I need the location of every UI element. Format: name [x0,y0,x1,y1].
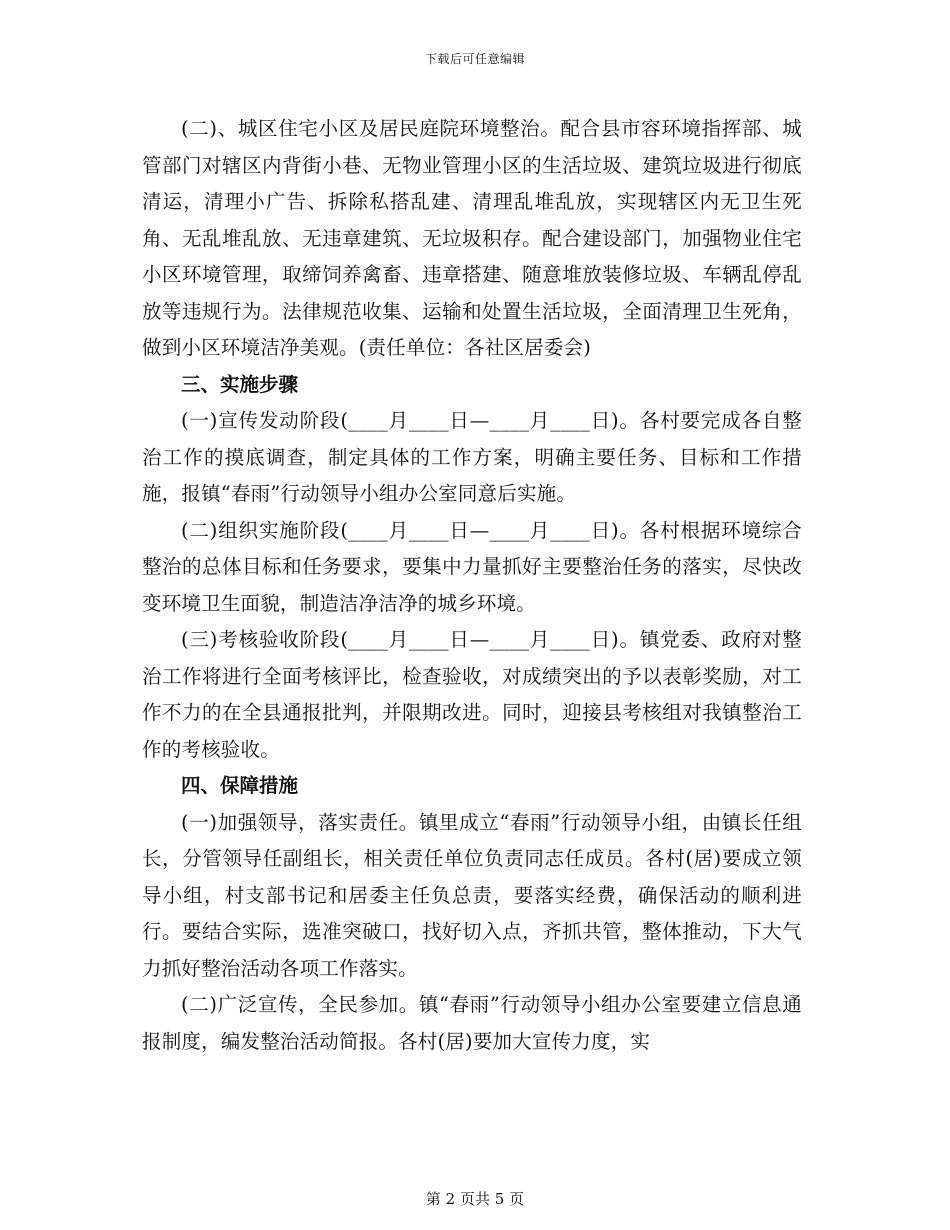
page-header: 下载后可任意编辑 [424,52,525,66]
page-footer: 第 2 页共 5 页 [425,1190,525,1208]
paragraph-stage-implementation: (二)组织实施阶段(____月____日—____月____日)。各村根据环境综合整治的总体目标和任务要求，要集中力量抓好主要整治任务的落实，尽快改变环境卫生面貌，制造洁净洁净的城乡环境。 [142,518,802,615]
paragraph-leadership: (一)加强领导，落实责任。镇里成立“春雨”行动领导小组，由镇长任组长，分管领导任副组长，相关责任单位负责同志任成员。各村(居)要成立领导小组，村支部书记和居委主任负总责，要落实经费，确保活动的顺利进行。要结合实际，选准突破口，找好切入点，齐抓共管，整体推动，下大气力抓好整治活动各项工作落实。 [142,810,802,980]
paragraph-publicity: (二)广泛宣传，全民参加。镇“春雨”行动领导小组办公室要建立信息通报制度，编发整治活动简报。各村(居)要加大宣传力度，实 [142,993,802,1053]
paragraph-stage-assessment: (三)考核验收阶段(____月____日—____月____日)。镇党委、政府对整治工作将进行全面考核评比，检查验收，对成绩突出的予以表彰奖励，对工作不力的在全县通报批判，并限期改进。同时，迎接县考核组对我镇整治工作的考核验收。 [142,628,802,761]
paragraph-residential-renovation: (二)、城区住宅小区及居民庭院环境整治。配合县市容环境指挥部、城管部门对辖区内背街小巷、无物业管理小区的生活垃圾、建筑垃圾进行彻底清运，清理小广告、拆除私搭乱建、清理乱堆乱放，实现辖区内无卫生死角、无乱堆乱放、无违章建筑、无垃圾积存。配合建设部门，加强物业住宅小区环境管理，取缔饲养禽畜、违章搭建、随意堆放装修垃圾、车辆乱停乱放等违规行为。法律规范收集、运输和处置生活垃圾，全面清理卫生死角，做到小区环境洁净美观。(责任单位：各社区居委会) [142,117,802,359]
paragraph-stage-publicity: (一)宣传发动阶段(____月____日—____月____日)。各村要完成各自整治工作的摸底调查，制定具体的工作方案，明确主要任务、目标和工作措施，报镇“春雨”行动领导小组办公室同意后实施。 [142,409,802,505]
document-body [142,111,802,1060]
section-heading-implementation-steps: 三、实施步骤 [181,372,299,396]
section-heading-safeguards: 四、保障措施 [181,774,299,797]
